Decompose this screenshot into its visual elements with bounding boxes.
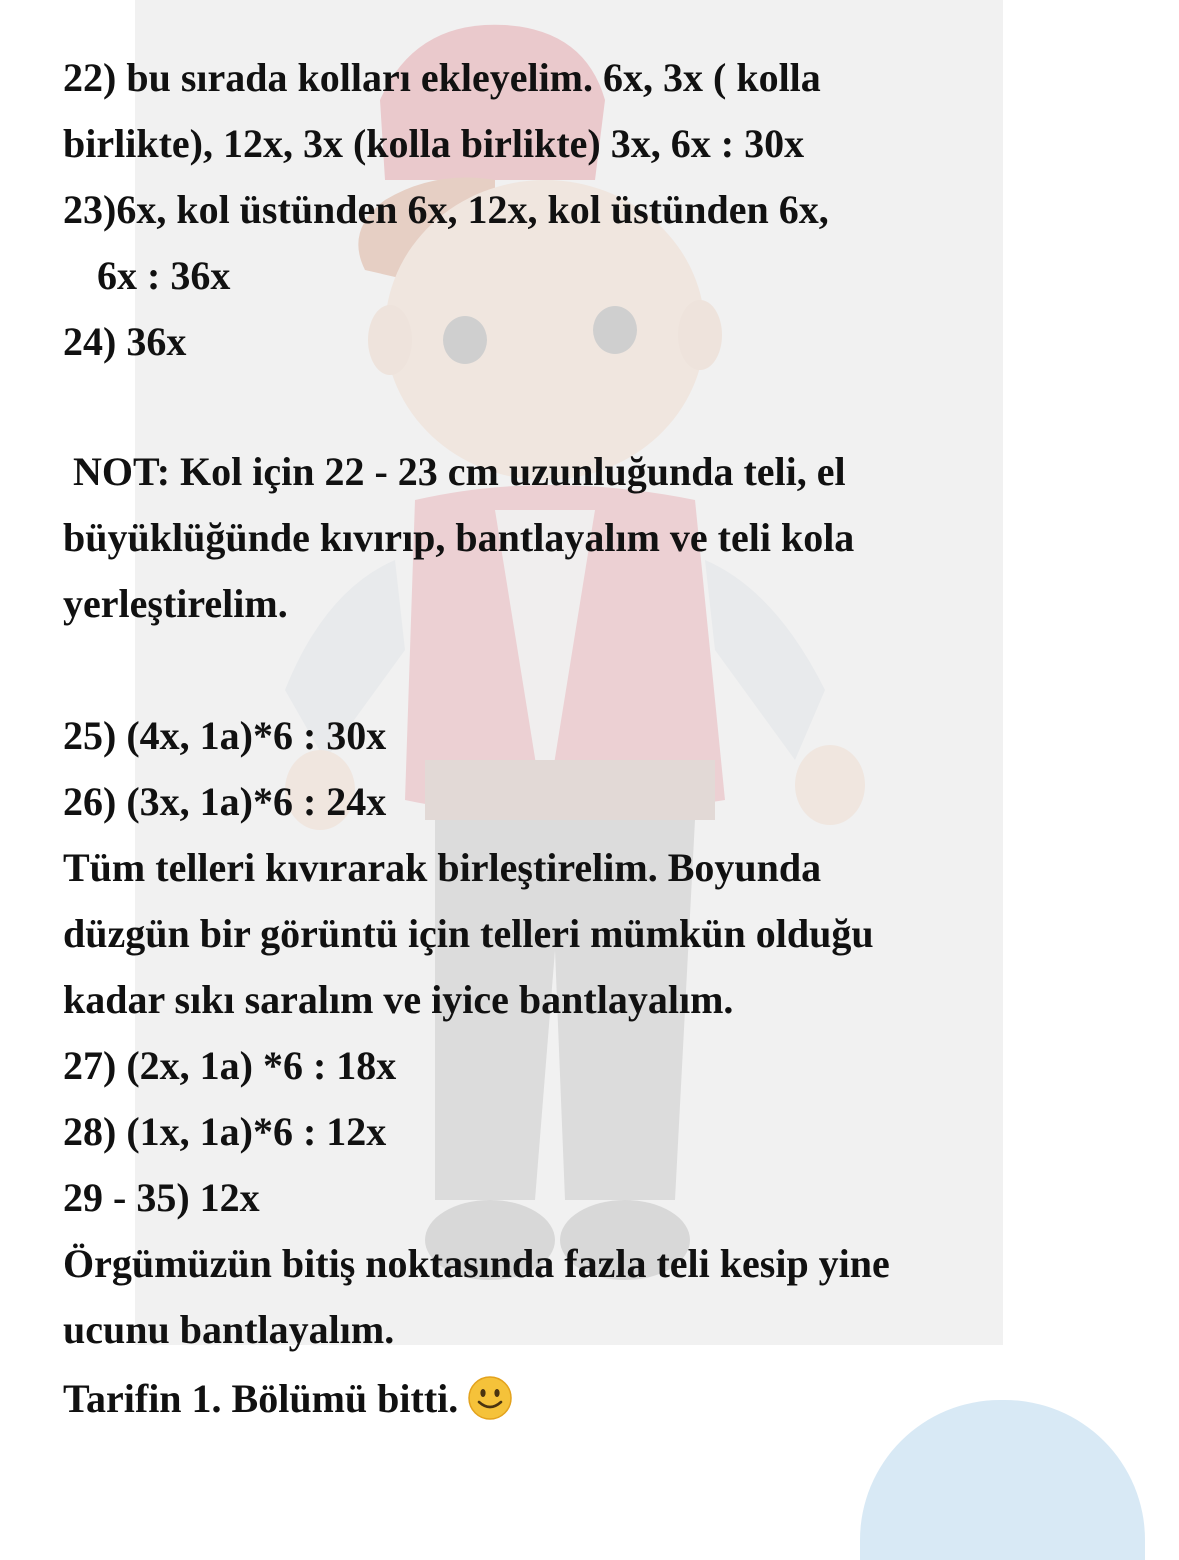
instruction-line-1: Tüm telleri kıvırarak birleştirelim. Boyunda <box>63 845 822 890</box>
note-line-2: büyüklüğünde kıvırıp, bantlayalım ve teli kola <box>63 515 855 560</box>
recipe-line-28: 28) (1x, 1a)*6 : 12x <box>63 1109 387 1154</box>
final-line <box>63 1376 512 1420</box>
instruction-line-2: düzgün bir görüntü için telleri mümkün olduğu <box>63 911 874 956</box>
recipe-line-26: 26) (3x, 1a)*6 : 24x <box>63 779 387 824</box>
ending-line-2: ucunu bantlayalım. <box>63 1307 395 1352</box>
recipe-line-29-35: 29 - 35) 12x <box>63 1175 260 1220</box>
recipe-line-24: 24) 36x <box>63 319 187 364</box>
recipe-line-23a: 23)6x, kol üstünden 6x, 12x, kol üstünden 6x, <box>63 187 829 232</box>
ending-line-1: Örgümüzün bitiş noktasında fazla teli kesip yine <box>63 1241 890 1286</box>
final-line-text: Tarifin 1. Bölümü bitti. <box>63 1376 459 1421</box>
smiley-emoji-icon <box>468 1376 512 1420</box>
recipe-line-22b: birlikte), 12x, 3x (kolla birlikte) 3x, 6x : 30x <box>63 121 805 166</box>
recipe-line-25: 25) (4x, 1a)*6 : 30x <box>63 713 387 758</box>
instruction-line-3: kadar sıkı saralım ve iyice bantlayalım. <box>63 977 734 1022</box>
note-line-3: yerleştirelim. <box>63 581 288 626</box>
recipe-line-22a: 22) bu sırada kolları ekleyelim. 6x, 3x ( kolla <box>63 55 821 100</box>
recipe-line-27: 27) (2x, 1a) *6 : 18x <box>63 1043 397 1088</box>
recipe-line-23b: 6x : 36x <box>97 253 231 298</box>
note-line-1: NOT: Kol için 22 - 23 cm uzunluğunda teli, el <box>73 449 846 494</box>
